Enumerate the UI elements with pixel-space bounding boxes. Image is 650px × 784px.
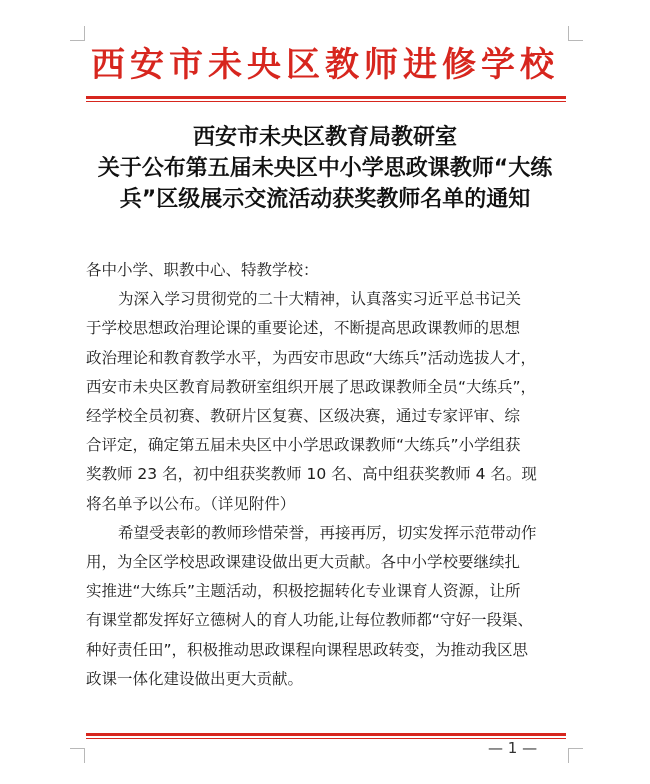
paragraph-line: 用，为全区学校思政课建设做出更大贡献。各中小学校要继续扎 (86, 553, 521, 572)
paragraph-2 (86, 519, 570, 694)
paragraph-line: 有课堂都发挥好立德树人的育人功能,让每位教师都“守好一段渠、 (86, 611, 533, 630)
document-masthead: 西安市未央区教师进修学校 (91, 45, 559, 85)
paragraph-line: 将名单予以公布。（详见附件） (86, 494, 296, 513)
paragraph-1 (86, 285, 570, 519)
title-line-3: 兵”区级展示交流活动获奖教师名单的通知 (119, 187, 531, 212)
crop-mark-bottom-left (70, 748, 85, 763)
paragraph-line: 西安市未央区教育局教研室组织开展了思政课教师全员“大练兵”， (86, 377, 537, 396)
paragraph-line: 合评定，确定第五届未央区中小学思政课教师“大练兵”小学组获 (86, 436, 521, 455)
paragraph-line: 政治理论和教育教学水平，为西安市思政“大练兵”活动选拔人才， (86, 348, 537, 367)
footer-rule-thick (86, 733, 566, 736)
paragraph-line: 希望受表彰的教师珍惜荣誉，再接再厉，切实发挥示范带动作 (118, 523, 537, 542)
crop-mark-top-left (70, 26, 85, 41)
page-number: — 1 — (488, 739, 538, 757)
title-line-2: 关于公布第五届未央区中小学思政课教师“大练 (97, 156, 553, 181)
masthead-rule-thin (86, 101, 566, 102)
paragraph-line: 于学校思想政治理论课的重要论述，不断提高思政课教师的思想 (86, 319, 521, 338)
salutation: 各中小学、职教中心、特教学校： (86, 261, 319, 279)
crop-mark-bottom-right (568, 748, 583, 763)
paragraph-line: 实推进“大练兵”主题活动，积极挖掘转化专业课育人资源，让所 (86, 582, 521, 601)
notice-title (60, 122, 590, 215)
paragraph-line: 奖教师 23 名，初中组获奖教师 10 名、高中组获奖教师 4 名。现 (86, 465, 537, 484)
crop-mark-top-right (568, 26, 583, 41)
notice-body (86, 256, 570, 694)
paragraph-line: 政课一体化建设做出更大贡献。 (86, 669, 304, 688)
paragraph-line: 种好责任田”，积极推动思政课程向课程思政转变，为推动我区思 (86, 640, 529, 659)
title-line-1: 西安市未央区教育局教研室 (192, 125, 457, 150)
masthead-rule-thick (86, 96, 566, 99)
paragraph-line: 为深入学习贯彻党的二十大精神，认真落实习近平总书记关 (118, 290, 522, 309)
paragraph-line: 经学校全员初赛、教研片区复赛、区级决赛，通过专家评审、综 (86, 407, 521, 426)
